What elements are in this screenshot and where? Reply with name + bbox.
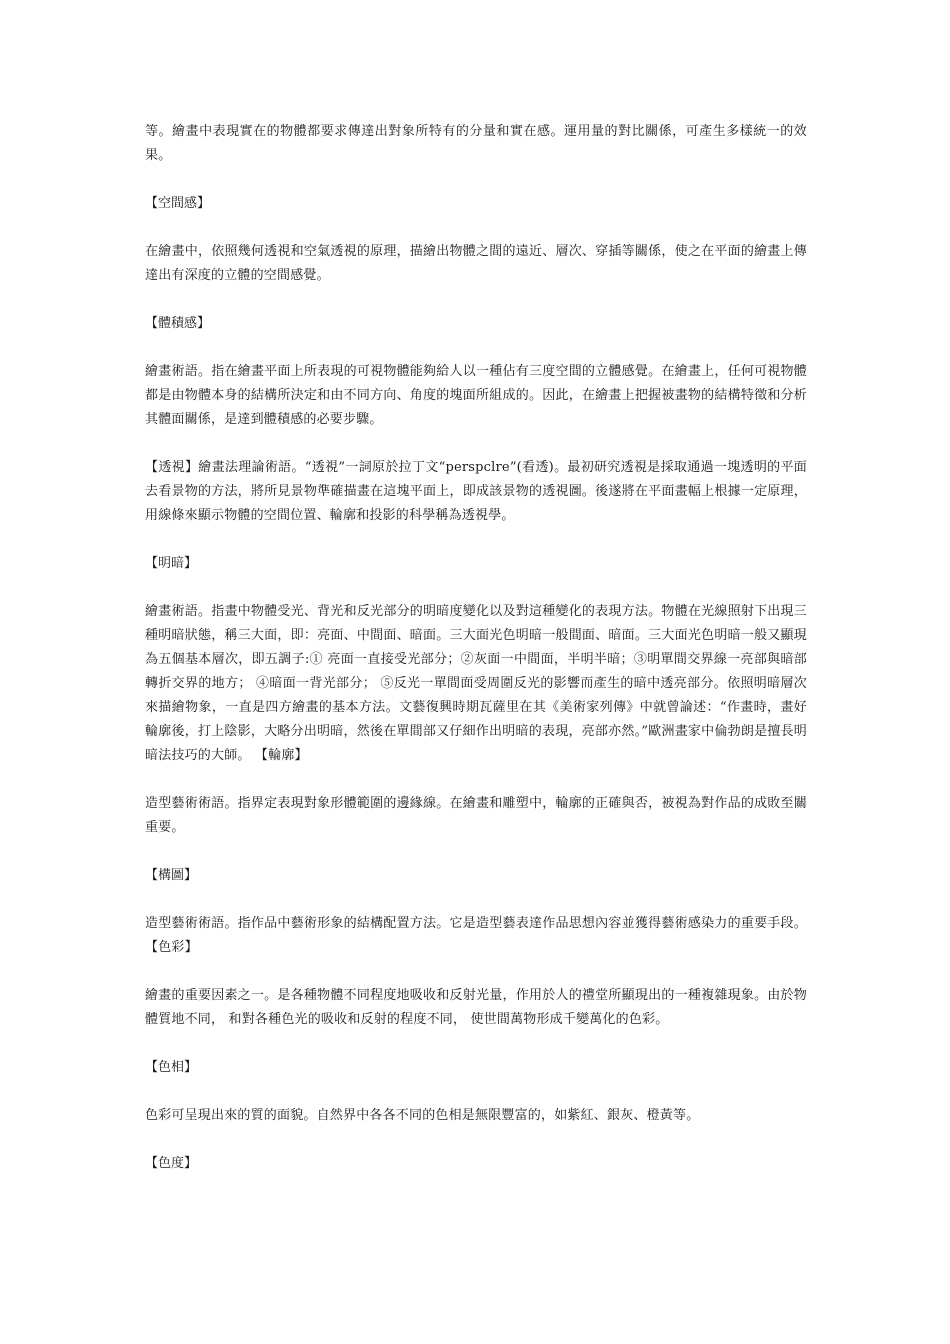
heading-hue: 【色相】 xyxy=(145,1060,198,1075)
heading-light-dark: 【明暗】 xyxy=(145,556,198,571)
heading-color-degree: 【色度】 xyxy=(145,1156,198,1171)
document-page xyxy=(145,120,807,1176)
paragraph-volume-sense: 繪畫術語。指在繪畫平面上所表現的可視物體能夠給人以一種佔有三度空間的立體感覺。在繪畫上，任何可視物體都是由物體本身的結構所決定和由不同方向、角度的塊面所組成的。因此，在繪畫上把握被畫物的結構特徵和分析其體面關係，是達到體積感的必要步驟。 xyxy=(145,364,807,427)
paragraph-outline: 造型藝術術語。指界定表現對象形體範圍的邊緣線。在繪畫和雕塑中，輪廓的正確與否，被視為對作品的成敗至關重要。 xyxy=(145,796,807,835)
paragraph-perspective: 【透視】繪畫法理論術語。“透視”一詞原於拉丁文“perspclre”(看透)。最初研究透視是採取通過一塊透明的平面去看景物的方法，將所見景物準確描畫在這塊平面上，即成該景物的透視圖。後遂將在平面畫幅上根據一定原理，用線條來顯示物體的空間位置、輪廓和投影的科學稱為透視學。 xyxy=(145,460,807,523)
heading-volume-sense: 【體積感】 xyxy=(145,316,211,331)
paragraph-mass-continuation: 等。繪畫中表現實在的物體都要求傳達出對象所特有的分量和實在感。運用量的對比關係，可產生多樣統一的效果。 xyxy=(145,124,807,163)
paragraph-space-sense: 在繪畫中，依照幾何透視和空氣透視的原理，描繪出物體之間的遠近、層次、穿插等關係，使之在平面的繪畫上傳達出有深度的立體的空間感覺。 xyxy=(145,244,807,283)
paragraph-color: 繪畫的重要因素之一。是各種物體不同程度地吸收和反射光量，作用於人的禮堂所顯現出的一種複雜現象。由於物體質地不同， 和對各種色光的吸收和反射的程度不同， 使世間萬物形成千變萬化的色彩。 xyxy=(145,988,807,1027)
heading-composition: 【構圖】 xyxy=(145,868,198,883)
paragraph-hue: 色彩可呈現出來的質的面貌。自然界中各各不同的色相是無限豐富的，如紫紅、銀灰、橙黃等。 xyxy=(145,1108,700,1123)
paragraph-composition: 造型藝術術語。指作品中藝術形象的結構配置方法。它是造型藝表達作品思想內容並獲得藝術感染力的重要手段。 【色彩】 xyxy=(145,916,807,955)
heading-space-sense: 【空間感】 xyxy=(145,196,211,211)
paragraph-light-dark: 繪畫術語。指畫中物體受光、背光和反光部分的明暗度變化以及對這種變化的表現方法。物體在光線照射下出現三種明暗狀態，稱三大面，即：亮面、中間面、暗面。三大面光色明暗一般間面、暗面。三大面光色明暗一般又顯現為五個基本層次，即五調子:① 亮面一直接受光部分；②灰面一中間面，半明半暗；③明單間交界線一亮部與暗部轉折交界的地方； ④暗面一背光部分； ⑤反光一單間面受周圍反光的影響而產生的暗中透亮部分。依照明暗層次來描繪物象，一直是四方繪畫的基本方法。文藝復興時期瓦薩里在其《美術家列傳》中就曾論述：“作畫時，畫好輪廓後，打上陰影，大略分出明暗，然後在單間部又仔細作出明暗的表現，亮部亦然。”歐洲畫家中倫勃朗是擅長明暗法技巧的大師。 【輪廓】 xyxy=(145,604,807,763)
